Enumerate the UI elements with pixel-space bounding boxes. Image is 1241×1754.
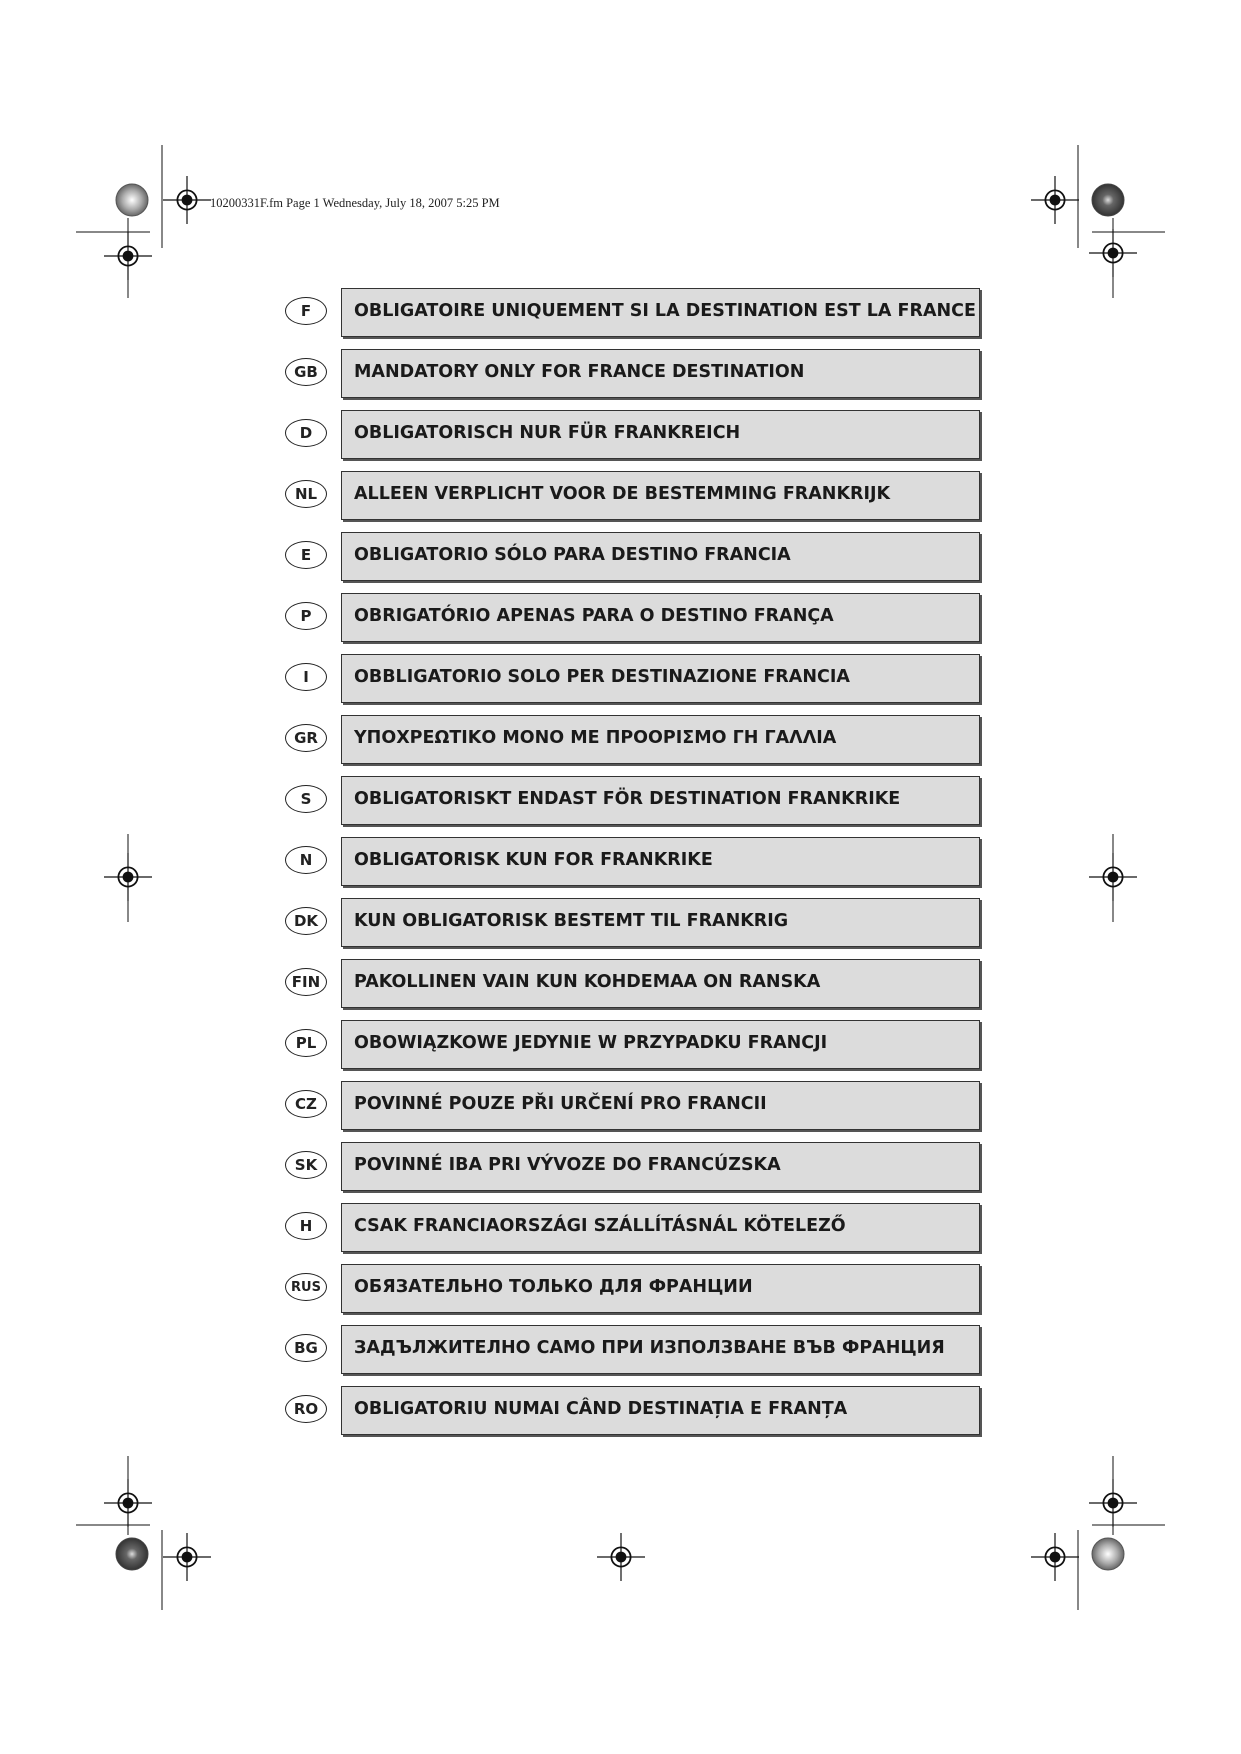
notice-text: OBLIGATORISCH NUR FÜR FRANKREICH (341, 410, 980, 459)
notice-text: OBLIGATORISK KUN FOR FRANKRIKE (341, 837, 980, 886)
language-code-badge: N (285, 846, 327, 874)
language-code-badge: BG (285, 1334, 327, 1362)
notice-row-gb (0, 349, 1241, 399)
language-code-badge: RO (285, 1395, 327, 1423)
notice-row-p (0, 593, 1241, 643)
language-code-badge: PL (285, 1029, 327, 1057)
language-code-badge: E (285, 541, 327, 569)
notice-row-gr (0, 715, 1241, 765)
notice-text: OBLIGATORISKT ENDAST FÖR DESTINATION FRANKRIKE (341, 776, 980, 825)
notice-text: KUN OBLIGATORISK BESTEMT TIL FRANKRIG (341, 898, 980, 947)
notice-text: OBOWIĄZKOWE JEDYNIE W PRZYPADKU FRANCJI (341, 1020, 980, 1069)
language-code-badge: S (285, 785, 327, 813)
language-code-badge: FIN (285, 968, 327, 996)
language-code-badge: P (285, 602, 327, 630)
language-code-badge: H (285, 1212, 327, 1240)
notice-row-i (0, 654, 1241, 704)
notice-text: ЗАДЪЛЖИТЕЛНО САМО ПРИ ИЗПОЛЗВАНЕ ВЪВ ФРАНЦИЯ (341, 1325, 980, 1374)
notice-row-nl (0, 471, 1241, 521)
notice-text: OBBLIGATORIO SOLO PER DESTINAZIONE FRANCIA (341, 654, 980, 703)
language-code-badge: SK (285, 1151, 327, 1179)
language-code-badge: GR (285, 724, 327, 752)
notice-row-cz (0, 1081, 1241, 1131)
notice-row-ro (0, 1386, 1241, 1436)
notice-row-bg (0, 1325, 1241, 1375)
notice-text: POVINNÉ IBA PRI VÝVOZE DO FRANCÚZSKA (341, 1142, 980, 1191)
notice-row-n (0, 837, 1241, 887)
language-code-badge: I (285, 663, 327, 691)
notice-row-f (0, 288, 1241, 338)
notice-row-sk (0, 1142, 1241, 1192)
notice-row-e (0, 532, 1241, 582)
notice-text: MANDATORY ONLY FOR FRANCE DESTINATION (341, 349, 980, 398)
notice-text: ALLEEN VERPLICHT VOOR DE BESTEMMING FRANKRIJK (341, 471, 980, 520)
language-code-badge: NL (285, 480, 327, 508)
language-code-badge: DK (285, 907, 327, 935)
file-info-header: 10200331F.fm Page 1 Wednesday, July 18, 2007 5:25 PM (210, 196, 500, 210)
notice-row-h (0, 1203, 1241, 1253)
notice-row-d (0, 410, 1241, 460)
notice-text: ОБЯЗАТЕЛЬНО ТОЛЬКО ДЛЯ ФРАНЦИИ (341, 1264, 980, 1313)
notice-row-rus (0, 1264, 1241, 1314)
notice-row-pl (0, 1020, 1241, 1070)
notice-text: CSAK FRANCIAORSZÁGI SZÁLLÍTÁSNÁL KÖTELEZŐ (341, 1203, 980, 1252)
notice-text: ΥΠΟΧΡΕΩΤΙΚΟ ΜΟΝΟ ΜΕ ΠΡΟΟΡΙΣΜΟ ΓΗ ΓΑΛΛΙΑ (341, 715, 980, 764)
notice-row-s (0, 776, 1241, 826)
language-code-badge: RUS (285, 1273, 327, 1301)
language-code-badge: D (285, 419, 327, 447)
language-code-badge: F (285, 297, 327, 325)
notice-text: OBLIGATORIU NUMAI CÂND DESTINAȚIA E FRANȚA (341, 1386, 980, 1435)
notice-text: PAKOLLINEN VAIN KUN KOHDEMAA ON RANSKA (341, 959, 980, 1008)
notice-text: OBRIGATÓRIO APENAS PARA O DESTINO FRANÇA (341, 593, 980, 642)
notice-row-fin (0, 959, 1241, 1009)
notice-row-dk (0, 898, 1241, 948)
notice-text: OBLIGATOIRE UNIQUEMENT SI LA DESTINATION EST LA FRANCE (341, 288, 980, 337)
language-code-badge: GB (285, 358, 327, 386)
notice-text: POVINNÉ POUZE PŘI URČENÍ PRO FRANCII (341, 1081, 980, 1130)
language-code-badge: CZ (285, 1090, 327, 1118)
notice-text: OBLIGATORIO SÓLO PARA DESTINO FRANCIA (341, 532, 980, 581)
